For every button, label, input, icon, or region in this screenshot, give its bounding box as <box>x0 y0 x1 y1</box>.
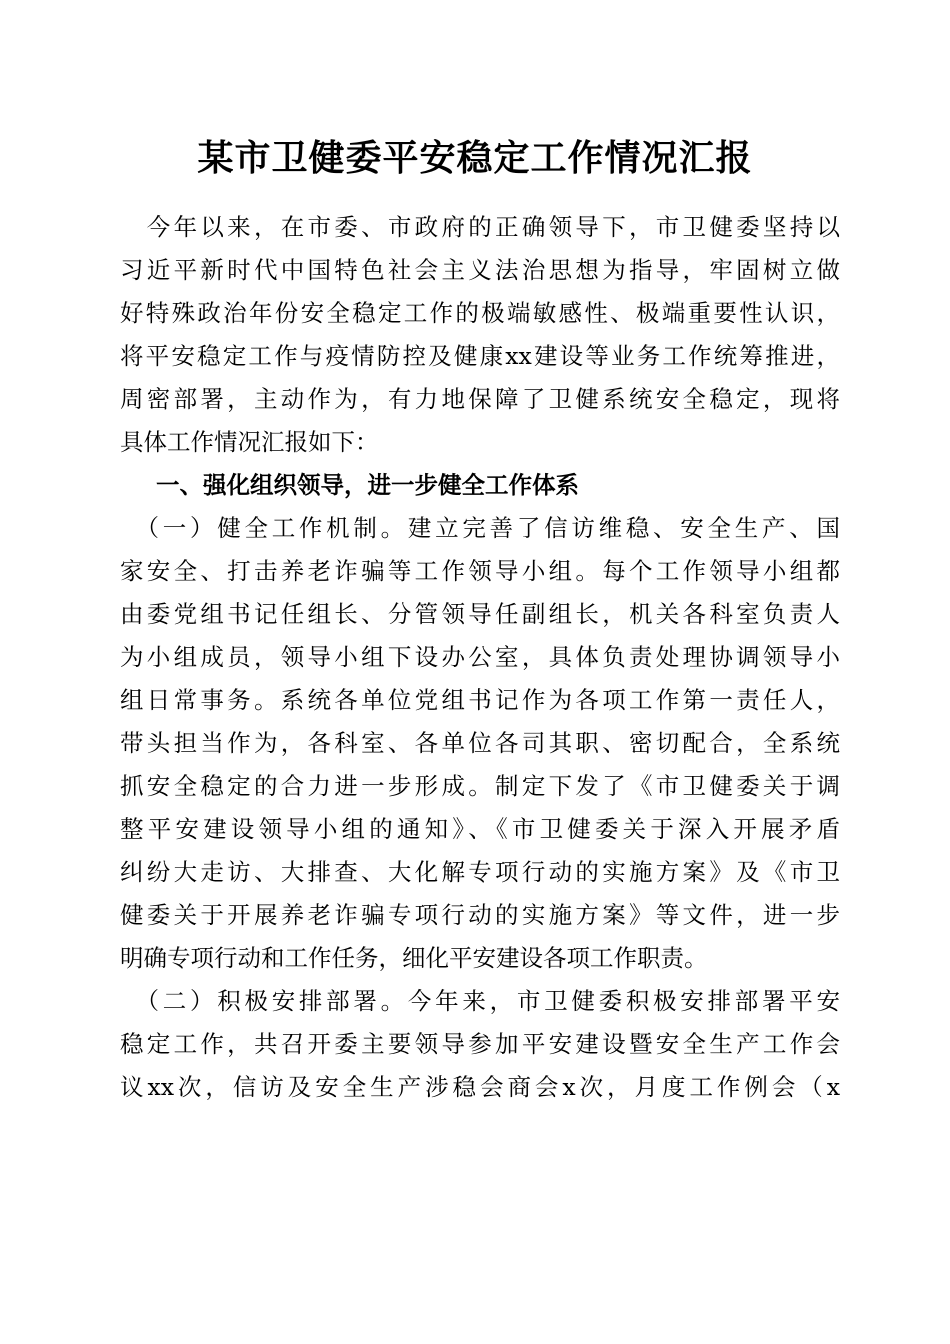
paragraph-line: （一）健全工作机制。建立完善了信访维稳、安全生产、国 <box>120 514 840 542</box>
paragraph-line: 为小组成员，领导小组下设办公室，具体负责处理协调领导小 <box>120 643 840 671</box>
document-body <box>120 206 840 1109</box>
paragraph-line: 今年以来，在市委、市政府的正确领导下，市卫健委坚持以 <box>120 213 840 241</box>
section-heading: 一、强化组织领导，进一步健全工作体系 <box>156 471 579 499</box>
paragraph-line: 好特殊政治年份安全稳定工作的极端敏感性、极端重要性认识， <box>120 299 840 327</box>
paragraph-line: 健委关于开展养老诈骗专项行动的实施方案》等文件，进一步 <box>120 901 840 929</box>
paragraph-line: 家安全、打击养老诈骗等工作领导小组。每个工作领导小组都 <box>120 557 840 585</box>
paragraph-line: 由委党组书记任组长、分管领导任副组长，机关各科室负责人 <box>120 600 840 628</box>
paragraph-line: 组日常事务。系统各单位党组书记作为各项工作第一责任人， <box>120 686 840 714</box>
paragraph-line: 稳定工作，共召开委主要领导参加平安建设暨安全生产工作会 <box>120 1030 840 1058</box>
paragraph-line: 议xx次，信访及安全生产涉稳会商会x次，月度工作例会（x <box>120 1073 840 1101</box>
paragraph-line: 纠纷大走访、大排查、大化解专项行动的实施方案》及《市卫 <box>120 858 840 886</box>
paragraph-line: 明确专项行动和工作任务，细化平安建设各项工作职责。 <box>120 944 708 972</box>
paragraph-line: 抓安全稳定的合力进一步形成。制定下发了《市卫健委关于调 <box>120 772 840 800</box>
paragraph-line: 具体工作情况汇报如下： <box>120 428 379 456</box>
paragraph-line: 将平安稳定工作与疫情防控及健康xx建设等业务工作统筹推进， <box>120 342 840 370</box>
paragraph-line: 习近平新时代中国特色社会主义法治思想为指导，牢固树立做 <box>120 256 840 284</box>
paragraph-line: 带头担当作为，各科室、各单位各司其职、密切配合，全系统 <box>120 729 840 757</box>
paragraph-line: （二）积极安排部署。今年来，市卫健委积极安排部署平安 <box>120 987 840 1015</box>
document-title: 某市卫健委平安稳定工作情况汇报 <box>197 137 753 179</box>
paragraph-line: 整平安建设领导小组的通知》、《市卫健委关于深入开展矛盾 <box>120 815 840 843</box>
paragraph-line: 周密部署，主动作为，有力地保障了卫健系统安全稳定，现将 <box>120 385 840 413</box>
